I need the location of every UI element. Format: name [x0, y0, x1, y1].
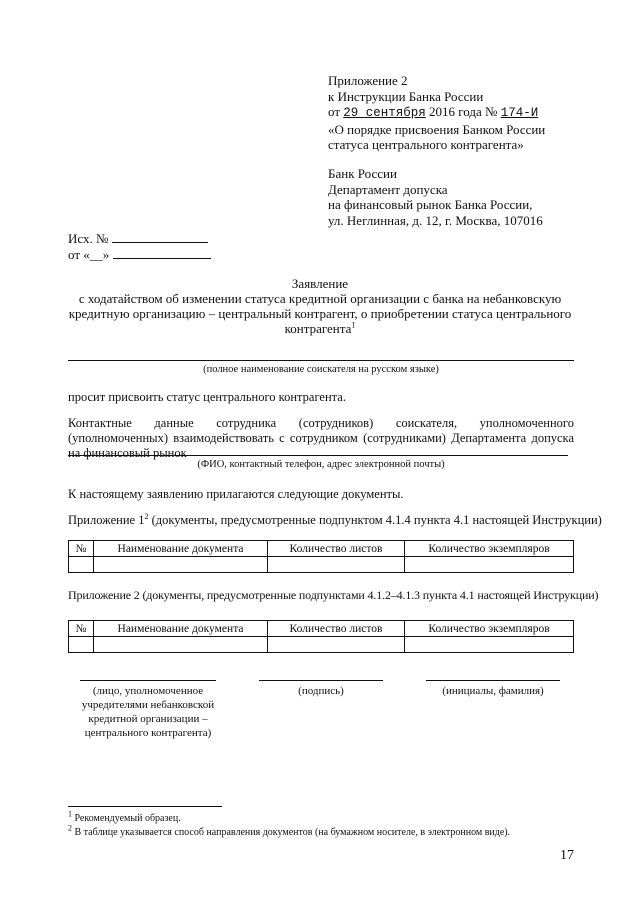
title-line-1: с ходатайством об изменении статуса кредитной организации с банка на небанковскую: [78, 291, 562, 306]
footnote-2: $^2$ В таблице указывается способ направления документов (на бумажном носителе, в электронном виде).: [68, 823, 511, 838]
table-cell[interactable]: [268, 557, 405, 573]
request-text: просит присвоить статус центрального контрагента.: [68, 390, 346, 404]
handwritten-number: 174-И: [500, 106, 539, 120]
signature-line[interactable]: [259, 680, 383, 681]
outgoing-date-label: от «__»: [68, 247, 110, 262]
initials-line[interactable]: [426, 680, 560, 681]
outgoing-number-row: [68, 231, 211, 247]
table-cell[interactable]: [268, 637, 405, 653]
contacts-text: Контактные данные сотрудника (сотрудников) соискателя, уполномоченного (уполномоченных) взаимодействовать с сотрудником (сотрудниками) Департамента допуска на финансовый рынок: [68, 416, 574, 460]
appendix-1-label: Приложение $1^2$ (документы, предусмотренные подпунктом 4.1.4 пункта 4.1 настоящей Инструкции): [68, 511, 602, 527]
table-row[interactable]: [69, 557, 574, 573]
applicant-caption: (полное наименование соискателя на русском языке): [203, 364, 439, 375]
table-row[interactable]: [69, 637, 574, 653]
outgoing-number-label: Исх. №: [68, 231, 109, 246]
initials-caption: (инициалы, фамилия): [442, 685, 544, 697]
footnote-separator: [68, 806, 222, 807]
title-line-3: контрагента$^1$: [284, 320, 356, 336]
statement-title: [60, 276, 580, 336]
col-copies: Количество экземпляров: [405, 541, 574, 557]
header-line-1: Приложение 2: [328, 73, 408, 88]
header-line-3: [328, 104, 545, 122]
table-cell[interactable]: [69, 557, 94, 573]
addressee-line-1: Банк России: [328, 166, 397, 181]
header-line-5: статуса центрального контрагента»: [328, 137, 524, 152]
outgoing-number-blank[interactable]: [112, 231, 208, 243]
signature-caption: (подпись): [298, 685, 344, 697]
table-cell[interactable]: [94, 557, 268, 573]
addressee-line-2: Департамент допуска: [328, 181, 448, 197]
addressee-line-4: ул. Неглинная, д. 12, г. Москва, 107016: [328, 212, 543, 228]
appendix-2-table: [68, 620, 574, 653]
table-cell[interactable]: [405, 557, 574, 573]
handwritten-date: 29 сентября: [343, 106, 426, 120]
col-sheets: Количество листов: [268, 621, 405, 637]
table-cell[interactable]: [94, 637, 268, 653]
table-cell[interactable]: [69, 637, 94, 653]
appendix-1-table: [68, 540, 574, 573]
contacts-caption: (ФИО, контактный телефон, адрес электронной почты): [197, 459, 445, 470]
table-header-row: [69, 621, 574, 637]
year-text: 2016 года №: [429, 104, 498, 119]
col-copies: Количество экземпляров: [405, 621, 574, 637]
footnote-ref-1: 1: [351, 320, 356, 330]
table-header-row: [69, 541, 574, 557]
title-line-2: кредитную организацию – центральный контрагент, о приобретении статуса центрального: [68, 306, 572, 321]
person-caption: (лицо, уполномоченное учредителями небанковской кредитной организации – центрального контрагента): [81, 685, 215, 739]
header-line-2: к Инструкции Банка России: [328, 88, 484, 104]
appendix-2-label: Приложение 2 (документы, предусмотренные подпунктами 4.1.2–4.1.3 пункта 4.1 настоящей Инструкции): [68, 588, 599, 602]
attached-text: К настоящему заявлению прилагаются следующие документы.: [68, 487, 404, 501]
person-line[interactable]: [80, 680, 216, 681]
addressee-line-3: на финансовый рынок Банка России,: [328, 197, 533, 212]
table-cell[interactable]: [405, 637, 574, 653]
applicant-name-line[interactable]: [68, 360, 574, 361]
outgoing-block: [68, 231, 211, 263]
page-number: 17: [560, 848, 574, 863]
date-prefix: от: [328, 104, 341, 119]
outgoing-date-row: [68, 247, 211, 263]
addressee-block: [328, 166, 543, 228]
title-heading: Заявление: [291, 276, 349, 291]
appendix-header: [328, 73, 545, 153]
outgoing-date-blank[interactable]: [113, 247, 211, 259]
col-number: №: [69, 541, 94, 557]
col-doc-name: Наименование документа: [94, 541, 268, 557]
contacts-line[interactable]: [68, 455, 568, 456]
header-line-4: «О порядке присвоения Банком России: [328, 121, 546, 137]
col-sheets: Количество листов: [268, 541, 405, 557]
col-doc-name: Наименование документа: [94, 621, 268, 637]
footnote-ref-2: 2: [144, 511, 149, 521]
col-number: №: [69, 621, 94, 637]
footnote-1: $^1$ Рекомендуемый образец.: [68, 809, 181, 824]
